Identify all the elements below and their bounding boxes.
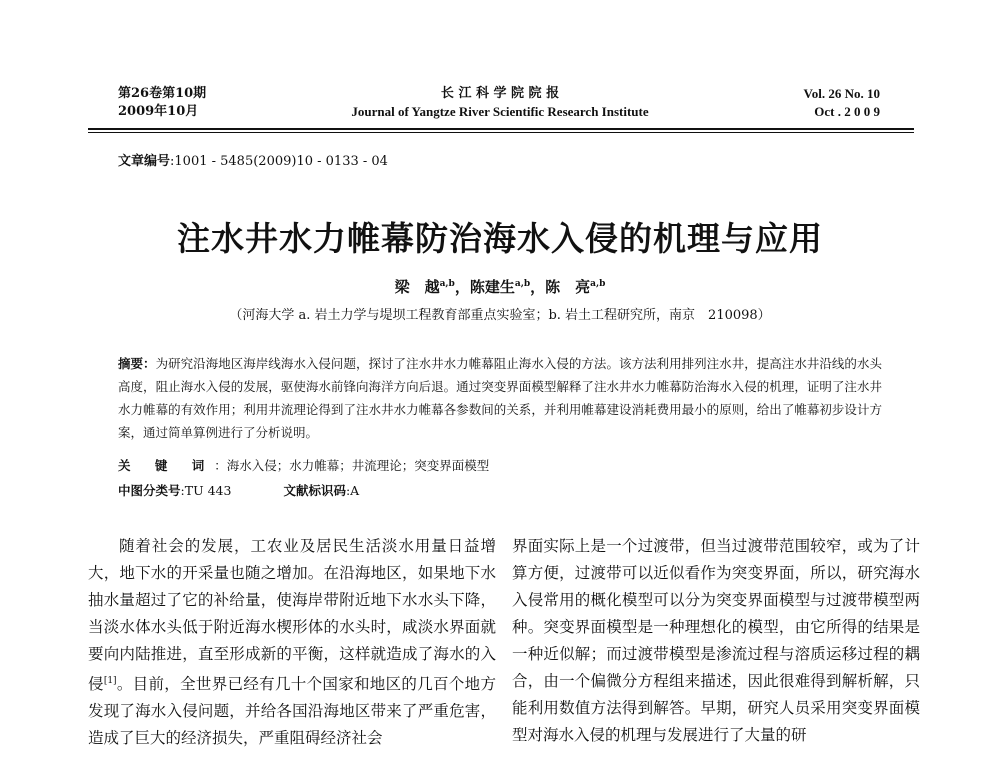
keywords xyxy=(118,456,489,474)
author-name: 梁 越 xyxy=(394,278,440,296)
body-column-left xyxy=(88,533,496,752)
issue-date: 2009年10月 xyxy=(118,104,199,119)
body-column-right xyxy=(512,533,920,749)
clc-value: :TU 443 xyxy=(180,483,232,498)
classification xyxy=(118,481,359,499)
clc-label: 中图分类号 xyxy=(118,483,181,498)
header-rule-thin xyxy=(88,132,914,133)
journal-name xyxy=(300,85,700,121)
affiliation: （河海大学 a. 岩土力学与堤坝工程教育部重点实验室；b. 岩土工程研究所，南京 210098） xyxy=(229,308,771,323)
author-list xyxy=(0,276,1000,297)
journal-name-cn: 长 江 科 学 院 院 报 xyxy=(440,86,560,101)
journal-name-en: Journal of Yangtze River Scientific Research Institute xyxy=(351,104,649,119)
article-number xyxy=(118,150,388,169)
author-affil-mark: a,b xyxy=(439,279,455,289)
paper-title: 注水井水力帷幕防治海水入侵的机理与应用 xyxy=(177,219,823,258)
author-affil-mark: a,b xyxy=(590,279,606,289)
volume-issue: 第26卷第10期 xyxy=(118,86,207,101)
article-number-label: 文章编号 xyxy=(118,154,171,169)
journal-issue-info-en xyxy=(804,85,880,121)
author-affil-mark: a,b xyxy=(514,279,531,289)
abstract-label: 摘要： xyxy=(118,356,156,371)
body-paragraph xyxy=(88,533,496,752)
doc-code-label: 文献标识码 xyxy=(283,483,346,498)
body-text: 随着社会的发展，工农业及居民生活淡水用量日益增大，地下水的开采量也随之增加。在沿海地区，如果地下水抽水量超过了它的补给量，使海岸带附近地下水水头下降，当淡水体水头低于附近海水楔形体的水头时，咸淡水界面就要向内陆推进，直至形成新的平衡，这样就造成了海水的入侵 xyxy=(88,537,496,694)
author-separator: ， xyxy=(454,278,470,296)
author-name: 陈建生 xyxy=(469,278,515,296)
doc-code-value: :A xyxy=(345,483,360,498)
author-separator: ， xyxy=(530,278,546,296)
header-rule-thick xyxy=(88,128,914,130)
body-paragraph: 界面实际上是一个过渡带，但当过渡带范围较窄，或为了计算方便，过渡带可以近似看作为突变界面，所以，研究海水入侵常用的概化模型可以分为突变界面模型与过渡带模型两种。突变界面模型是一种理想化的模型，由它所得的结果是一种近似解；而过渡带模型是渗流过程与溶质运移过程的耦合，由一个偏微分方程组来描述，因此很难得到解析解，只能利用数值方法得到解答。早期，研究人员采用突变界面模型对海水入侵的机理与发展进行了大量的研 xyxy=(512,537,920,744)
journal-issue-info xyxy=(118,85,206,121)
issue-date-en: Oct . 2 0 0 9 xyxy=(814,104,880,119)
abstract xyxy=(118,352,882,444)
volume-issue-en: Vol. 26 No. 10 xyxy=(803,86,880,101)
author-name: 陈 亮 xyxy=(545,278,591,296)
citation-ref: [1] xyxy=(103,676,117,686)
article-number-value: :1001 - 5485(2009)10 - 0133 - 04 xyxy=(170,154,388,169)
keywords-label: 关 键 词 xyxy=(118,458,215,473)
body-text: 。目前，全世界已经有几十个国家和地区的几百个地方发现了海水入侵问题，并给各国沿海地区带来了严重危害，造成了巨大的经济损失，严重阻碍经济社会 xyxy=(88,675,496,748)
abstract-text: 为研究沿海地区海岸线海水入侵问题，探讨了注水井水力帷幕阻止海水入侵的方法。该方法利用排列注水井，提高注水井沿线的水头高度，阻止海水入侵的发展，驱使海水前锋向海洋方向后退。通过突变界面模型解释了注水井水力帷幕防治海水入侵的机理，证明了注水井水力帷幕的有效作用；利用井流理论得到了注水井水力帷幕各参数间的关系，并利用帷幕建设消耗费用最小的原则，给出了帷幕初步设计方案，通过简单算例进行了分析说明。 xyxy=(118,356,882,440)
keywords-text: ：海水入侵；水力帷幕；井流理论；突变界面模型 xyxy=(214,458,490,473)
